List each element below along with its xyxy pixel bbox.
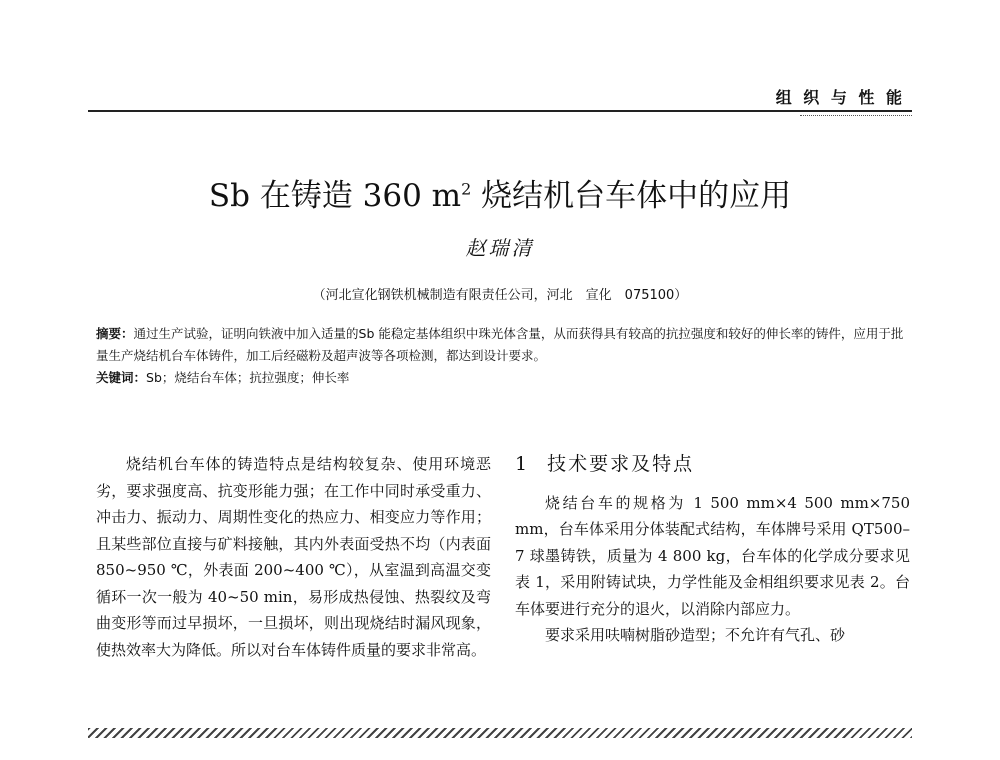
author-affiliation: （河北宣化钢铁机械制造有限责任公司，河北 宣化 075100）	[312, 288, 688, 303]
keywords-text: Sb；烧结台车体；抗拉强度；伸长率	[146, 370, 350, 385]
title-part-2: 烧结机台车体中的应用	[471, 178, 792, 214]
journal-section-header: 组 织 与 性 能	[775, 88, 905, 107]
section-title: 技术要求及特点	[547, 453, 695, 475]
keywords	[96, 367, 908, 389]
title-part-1: Sb 在铸造 360 m	[208, 178, 462, 214]
keywords-label: 关键词：	[96, 370, 147, 385]
abstract-label: 摘要：	[96, 326, 134, 341]
abstract	[96, 323, 908, 367]
body-paragraph-2: 要求采用呋喃树脂砂造型；不允许有气孔、砂	[545, 626, 846, 644]
header-rule-dotted	[800, 115, 912, 116]
header-rule	[88, 110, 912, 112]
body-column-right	[515, 451, 910, 649]
footer-decorative-rule	[88, 728, 912, 738]
body-paragraph-1: 烧结台车的规格为 1 500 mm×4 500 mm×750 mm，台车体采用分体装配式结构，车体牌号采用 QT500–7 球墨铸铁，质量为 4 800 kg，台车体的化学成分要求见表 1，采用附铸试块，力学性能及金相组织要求见表 2。台车体要进行充分的退火，以消除内部应力。	[515, 493, 910, 618]
title-superscript: 2	[461, 179, 472, 199]
author-name: 赵瑞清	[465, 236, 535, 260]
section-heading	[515, 451, 910, 478]
body-column-left	[96, 451, 491, 663]
abstract-block	[96, 323, 908, 389]
abstract-text: 通过生产试验，证明向铁液中加入适量的Sb 能稳定基体组织中珠光体含量，从而获得具有较高的抗拉强度和较好的伸长率的铸件，应用于批量生产烧结机台车体铸件，加工后经磁粉及超声波等各项检测，都达到设计要求。	[96, 326, 904, 363]
section-number: 1	[515, 453, 530, 475]
article-title	[0, 170, 1000, 215]
intro-paragraph: 烧结机台车体的铸造特点是结构较复杂、使用环境恶劣，要求强度高、抗变形能力强；在工作中同时承受重力、冲击力、振动力、周期性变化的热应力、相变应力等作用；且某些部位直接与矿料接触，其内外表面受热不均（内表面 850~950 ℃，外表面 200~400 ℃），从室温到高温交变循环一次一般为 40~50 min，易形成热侵蚀、热裂纹及弯曲变形等而过早损坏，一旦损坏，则出现烧结时漏风现象，使热效率大为降低。所以对台车体铸件质量的要求非常高。	[96, 455, 491, 659]
